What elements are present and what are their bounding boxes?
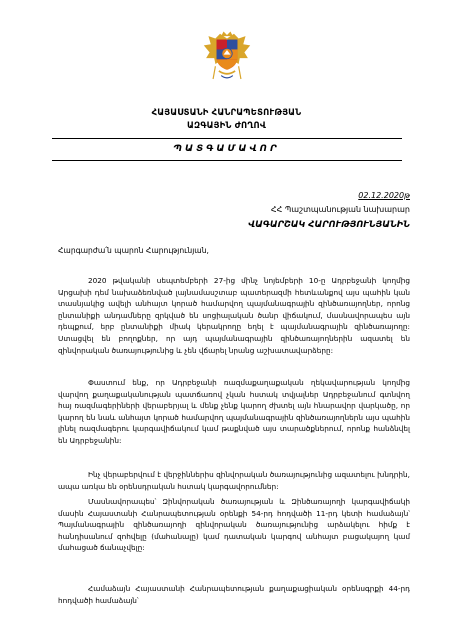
letter-body-3 <box>58 469 410 492</box>
body-paragraph-3: Ինչ վերաբերվում է վերջիններիս զինվորական ծառայությունից ազատելու խնդրին, ապա առկա են օրենսդրական հստակ կարգավորումներ: <box>58 470 410 491</box>
letter-body-4 <box>58 496 410 554</box>
coat-of-arms-icon <box>198 28 256 86</box>
letter-body-2 <box>58 377 410 447</box>
recipient-title: ՀՀ Պաշտպանության նախարար <box>270 205 410 214</box>
recipient-name: ՎԱԳԱՐՇԱԿ ՀԱՐՈՒԹՅՈՒՆՅԱՆԻՆ <box>248 220 410 230</box>
letter-body <box>58 275 410 356</box>
divider-top <box>52 138 402 139</box>
letter-date: 02.12.2020թ <box>358 191 410 200</box>
body-paragraph-5: Համաձայն Հայաստանի Հանրապետության քաղաքացիական օրենսգրքի 44-րդ հոդվածի համաձայն՝ <box>58 584 410 605</box>
greeting: Հարգարժա՛ն պարոն Հարությունյան, <box>58 246 209 255</box>
body-paragraph-4: Մասնավորապես՝ Զինվորական ծառայության և Զինծառայողի կարգավիճակի մասին Հայաստանի Հանրապետության օրենքի 54-րդ հոդվածի 11-րդ կետի համաձայն՝ Պայմանագրային զինծառայողի զինվորական ծառայությունից արձակելու հիմք է հանդիսանում զոհվելը (մահանալը) կամ դատական կարգով անհայտ բացակայող կամ մահացած ճանաչվելը: <box>58 497 410 553</box>
document-type: ՊԱՏԳԱՄԱՎՈՐ <box>173 144 280 154</box>
letter-body-5 <box>58 583 410 606</box>
org-name-line2: ԱԶԳԱՅԻՆ ԺՈՂՈՎ <box>186 120 267 130</box>
org-name-line1: ՀԱՅԱՍՏԱՆԻ ՀԱՆՐԱՊԵՏՈՒԹՅԱՆ <box>151 107 302 117</box>
divider-bottom <box>52 160 402 161</box>
body-paragraph-1: 2020 թվականի սեպտեմբերի 27-ից մինչ նոյեմբերի 10-ը Ադրբեջանի կողմից Արցախի դեմ նախաձեռնված լայնամասշտաբ պատերազմի հետևանքով այս պահին կան տասնյակից ավելի անհայտ կորած համարվող պայմանագրային զինծառայողներ, որոնց ընտանիքի անդամները զրկված են սոցիալական ծանր վիճակում, մասնավորապես այն դեպքում, երբ ընտանիքի միակ կերակրողը եղել է պայմանագրային զինծառայողը: Ստացվել են բողոքներ, որ այդ պայմանագրային զինծառայողներին ազատել են զինվորական ծառայությունից և չեն վճարել նրանց աշխատավարձերը: <box>58 276 410 355</box>
body-paragraph-2: Փաստում ենք, որ Ադրբեջանի ռազմաքաղաքական ղեկավարության կողմից վարվող քաղաքականության պատճառով չկան հստակ տվյալներ Ադրբեջանում գտնվող հայ ռազմագերիների վերաբերյալ և մենք չենք կարող ժխտել այն հնարավոր վարկածը, որ կարող են նաև անհայտ կորած համարվող պայմանագրային զինծառայողներն այս պահին լինել ռազմագերու կարգավիճակում կամ թաքնված այս տարածքներում, որոնք հանձնվել են Ադրբեջանին: <box>58 378 410 445</box>
